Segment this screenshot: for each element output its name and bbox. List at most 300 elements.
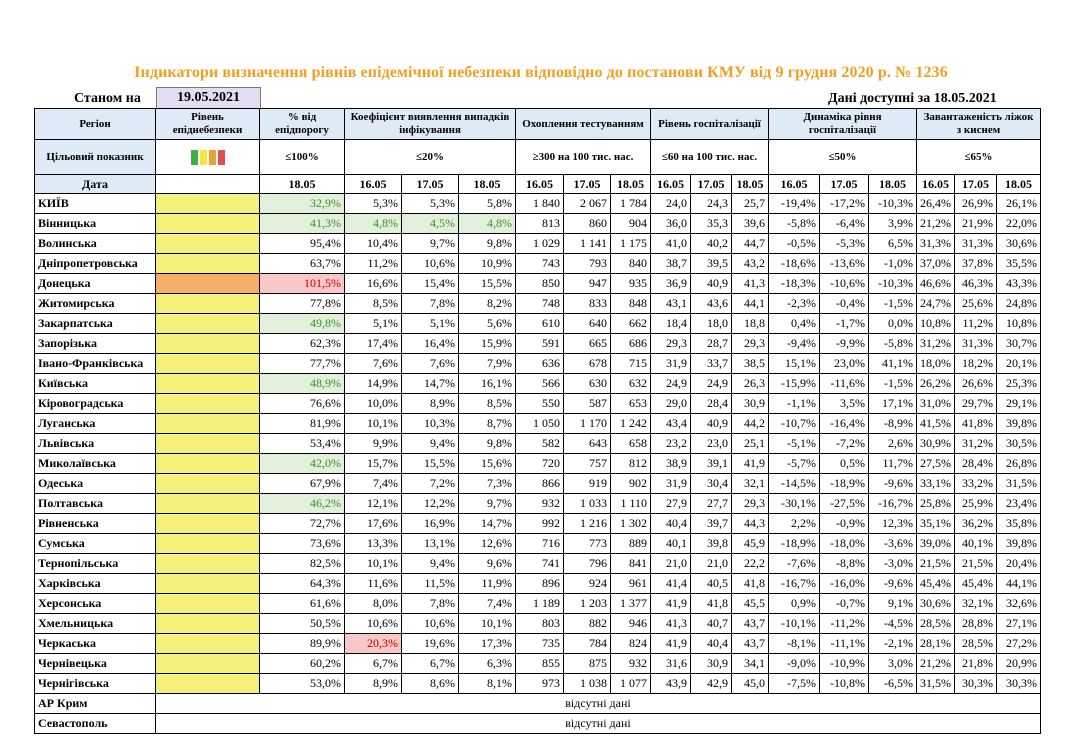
testing-cell: 924 (564, 574, 611, 594)
table-row (35, 674, 1041, 694)
detection-cell: 9,7% (459, 494, 516, 514)
dynamics-cell: 2,6% (869, 434, 917, 454)
testing-cell: 735 (516, 634, 564, 654)
hospitalization-cell: 27,7 (691, 494, 732, 514)
level-cell (156, 274, 260, 294)
detection-cell: 15,6% (459, 454, 516, 474)
testing-cell: 643 (564, 434, 611, 454)
hospitalization-cell: 45,5 (732, 594, 769, 614)
dynamics-cell: -10,7% (769, 414, 820, 434)
date-hosp-3: 18.05 (732, 175, 769, 194)
pct-threshold-cell: 32,9% (260, 194, 345, 214)
oxygen-cell: 30,3% (997, 674, 1041, 694)
oxygen-cell: 33,2% (955, 474, 997, 494)
oxygen-cell: 39,8% (997, 414, 1041, 434)
oxygen-cell: 25,3% (997, 374, 1041, 394)
testing-cell: 803 (516, 614, 564, 634)
table-row-missing (35, 714, 1041, 734)
pct-threshold-cell: 49,8% (260, 314, 345, 334)
date-test-2: 17.05 (564, 175, 611, 194)
target-dynamics: ≤50% (769, 140, 917, 175)
detection-cell: 9,7% (402, 234, 459, 254)
date-level-blank (156, 175, 260, 194)
oxygen-cell: 37,0% (917, 254, 955, 274)
dynamics-cell: -11,2% (820, 614, 869, 634)
page-title: Індикатори визначення рівнів епідемічної небезпеки відповідно до постанови КМУ від 9 грудня 2020 р. № 1236 (134, 64, 948, 81)
table-row (35, 414, 1041, 434)
oxygen-cell: 25,8% (917, 494, 955, 514)
detection-cell: 5,3% (345, 194, 402, 214)
hospitalization-cell: 43,6 (691, 294, 732, 314)
oxygen-cell: 44,1% (997, 574, 1041, 594)
testing-cell: 919 (564, 474, 611, 494)
oxygen-cell: 28,8% (955, 614, 997, 634)
detection-cell: 8,9% (345, 674, 402, 694)
detection-cell: 7,2% (402, 474, 459, 494)
detection-cell: 10,3% (402, 414, 459, 434)
oxygen-cell: 30,3% (955, 674, 997, 694)
oxygen-cell: 31,5% (917, 674, 955, 694)
hospitalization-cell: 43,1 (651, 294, 691, 314)
hospitalization-cell: 29,3 (651, 334, 691, 354)
target-row (35, 140, 1041, 175)
testing-cell: 1 203 (564, 594, 611, 614)
region-name: Чернігівська (35, 674, 156, 694)
hospitalization-cell: 31,9 (651, 354, 691, 374)
oxygen-cell: 21,9% (955, 214, 997, 234)
dynamics-cell: -1,7% (820, 314, 869, 334)
testing-cell: 1 377 (611, 594, 651, 614)
testing-cell: 665 (564, 334, 611, 354)
table-row (35, 574, 1041, 594)
hospitalization-cell: 34,1 (732, 654, 769, 674)
hospitalization-cell: 38,5 (732, 354, 769, 374)
testing-cell: 636 (516, 354, 564, 374)
region-name: Луганська (35, 414, 156, 434)
hospitalization-cell: 42,9 (691, 674, 732, 694)
oxygen-cell: 33,1% (917, 474, 955, 494)
oxygen-cell: 30,9% (917, 434, 955, 454)
header-dynamics: Динаміка рівня госпіталізації (769, 109, 917, 140)
detection-cell: 15,9% (459, 334, 516, 354)
testing-cell: 812 (611, 454, 651, 474)
hospitalization-cell: 25,1 (732, 434, 769, 454)
table-row (35, 454, 1041, 474)
detection-cell: 11,6% (345, 574, 402, 594)
oxygen-cell: 25,9% (955, 494, 997, 514)
level-cell (156, 374, 260, 394)
hospitalization-cell: 31,9 (651, 474, 691, 494)
oxygen-cell: 43,3% (997, 274, 1041, 294)
hospitalization-cell: 30,9 (691, 654, 732, 674)
detection-cell: 15,7% (345, 454, 402, 474)
region-name: Полтавська (35, 494, 156, 514)
testing-cell: 1 840 (516, 194, 564, 214)
hospitalization-cell: 18,4 (651, 314, 691, 334)
hospitalization-cell: 36,9 (651, 274, 691, 294)
testing-cell: 840 (611, 254, 651, 274)
target-detection: ≤20% (345, 140, 516, 175)
date-hosp-1: 16.05 (651, 175, 691, 194)
dynamics-cell: -9,0% (769, 654, 820, 674)
table-row (35, 274, 1041, 294)
date-dyn-2: 17.05 (820, 175, 869, 194)
testing-cell: 591 (516, 334, 564, 354)
pct-threshold-cell: 81,9% (260, 414, 345, 434)
dynamics-cell: -9,9% (820, 334, 869, 354)
region-name: Київська (35, 374, 156, 394)
dynamics-cell: 15,1% (769, 354, 820, 374)
hospitalization-cell: 43,4 (651, 414, 691, 434)
detection-cell: 4,8% (459, 214, 516, 234)
testing-cell: 1 038 (564, 674, 611, 694)
oxygen-cell: 21,2% (917, 654, 955, 674)
detection-cell: 7,9% (459, 354, 516, 374)
testing-cell: 796 (564, 554, 611, 574)
detection-cell: 10,1% (459, 614, 516, 634)
dynamics-cell: -30,1% (769, 494, 820, 514)
testing-cell: 716 (516, 534, 564, 554)
pct-threshold-cell: 53,0% (260, 674, 345, 694)
date-pct: 18.05 (260, 175, 345, 194)
dynamics-cell: -4,5% (869, 614, 917, 634)
pct-threshold-cell: 76,6% (260, 394, 345, 414)
testing-cell: 935 (611, 274, 651, 294)
oxygen-cell: 30,6% (917, 594, 955, 614)
dynamics-cell: 11,7% (869, 454, 917, 474)
oxygen-cell: 31,3% (917, 234, 955, 254)
testing-cell: 1 242 (611, 414, 651, 434)
hospitalization-cell: 43,7 (732, 634, 769, 654)
dynamics-cell: -6,4% (820, 214, 869, 234)
as-of-label: Станом на (74, 91, 141, 106)
dynamics-cell: 41,1% (869, 354, 917, 374)
oxygen-cell: 24,8% (997, 294, 1041, 314)
hospitalization-cell: 23,0 (691, 434, 732, 454)
header-level: Рівень епіднебезпеки (156, 109, 260, 140)
hospitalization-cell: 40,2 (691, 234, 732, 254)
level-cell (156, 594, 260, 614)
dynamics-cell: -14,5% (769, 474, 820, 494)
detection-cell: 14,9% (345, 374, 402, 394)
date-det-2: 17.05 (402, 175, 459, 194)
oxygen-cell: 31,2% (917, 334, 955, 354)
level-cell (156, 354, 260, 374)
level-cell (156, 294, 260, 314)
detection-cell: 14,7% (459, 514, 516, 534)
level-cell (156, 674, 260, 694)
detection-cell: 10,6% (402, 614, 459, 634)
hospitalization-cell: 41,4 (651, 574, 691, 594)
dynamics-cell: 3,5% (820, 394, 869, 414)
header-hospitalization: Рівень госпіталізації (651, 109, 769, 140)
level-swatches (190, 150, 226, 165)
oxygen-cell: 28,1% (917, 634, 955, 654)
dynamics-cell: -5,8% (769, 214, 820, 234)
hospitalization-cell: 18,8 (732, 314, 769, 334)
hospitalization-cell: 40,1 (651, 534, 691, 554)
pct-threshold-cell: 73,6% (260, 534, 345, 554)
level-cell (156, 654, 260, 674)
hospitalization-cell: 28,7 (691, 334, 732, 354)
hospitalization-cell: 39,5 (691, 254, 732, 274)
dynamics-cell: 0,4% (769, 314, 820, 334)
dynamics-cell: 0,9% (769, 594, 820, 614)
detection-cell: 8,9% (402, 394, 459, 414)
detection-cell: 16,9% (402, 514, 459, 534)
detection-cell: 7,6% (345, 354, 402, 374)
region-name: Житомирська (35, 294, 156, 314)
target-testing: ≥300 на 100 тис. нас. (516, 140, 651, 175)
pct-threshold-cell: 42,0% (260, 454, 345, 474)
pct-threshold-cell: 77,7% (260, 354, 345, 374)
table-row (35, 294, 1041, 314)
oxygen-cell: 28,5% (955, 634, 997, 654)
dynamics-cell: 3,0% (869, 654, 917, 674)
detection-cell: 8,2% (459, 294, 516, 314)
hospitalization-cell: 23,2 (651, 434, 691, 454)
oxygen-cell: 22,0% (997, 214, 1041, 234)
testing-cell: 2 067 (564, 194, 611, 214)
date-hosp-2: 17.05 (691, 175, 732, 194)
dynamics-cell: -5,1% (769, 434, 820, 454)
dynamics-cell: -13,6% (820, 254, 869, 274)
detection-cell: 13,3% (345, 534, 402, 554)
dynamics-cell: -18,9% (820, 474, 869, 494)
testing-cell: 860 (564, 214, 611, 234)
hospitalization-cell: 22,2 (732, 554, 769, 574)
header-detection: Коефіцієнт виявлення випадків інфікування (345, 109, 516, 140)
oxygen-cell: 31,0% (917, 394, 955, 414)
testing-cell: 875 (564, 654, 611, 674)
oxygen-cell: 35,1% (917, 514, 955, 534)
detection-cell: 8,1% (459, 674, 516, 694)
oxygen-cell: 46,6% (917, 274, 955, 294)
oxygen-cell: 30,5% (997, 434, 1041, 454)
pct-threshold-cell: 48,9% (260, 374, 345, 394)
missing-data-cell: відсутні дані (156, 714, 1041, 734)
oxygen-cell: 30,6% (997, 234, 1041, 254)
level-swatch (218, 150, 225, 165)
oxygen-cell: 36,2% (955, 514, 997, 534)
table-row (35, 394, 1041, 414)
dynamics-cell: -19,4% (769, 194, 820, 214)
dynamics-cell: -18,3% (769, 274, 820, 294)
detection-cell: 6,7% (402, 654, 459, 674)
testing-cell: 686 (611, 334, 651, 354)
table-row (35, 234, 1041, 254)
testing-cell: 773 (564, 534, 611, 554)
oxygen-cell: 27,5% (917, 454, 955, 474)
oxygen-cell: 26,9% (955, 194, 997, 214)
region-name: Харківська (35, 574, 156, 594)
dynamics-cell: -5,8% (869, 334, 917, 354)
pct-threshold-cell: 101,5% (260, 274, 345, 294)
detection-cell: 6,3% (459, 654, 516, 674)
date-oxy-2: 17.05 (955, 175, 997, 194)
testing-cell: 1 170 (564, 414, 611, 434)
pct-threshold-cell: 95,4% (260, 234, 345, 254)
hospitalization-cell: 44,1 (732, 294, 769, 314)
hospitalization-cell: 43,2 (732, 254, 769, 274)
oxygen-cell: 21,5% (917, 554, 955, 574)
level-cell (156, 254, 260, 274)
detection-cell: 5,1% (345, 314, 402, 334)
level-cell (156, 194, 260, 214)
oxygen-cell: 31,5% (997, 474, 1041, 494)
region-name: Івано-Франківська (35, 354, 156, 374)
oxygen-cell: 39,8% (997, 534, 1041, 554)
testing-cell: 902 (611, 474, 651, 494)
header-pct-threshold: % від епідпорогу (260, 109, 345, 140)
testing-cell: 833 (564, 294, 611, 314)
testing-cell: 932 (611, 654, 651, 674)
detection-cell: 12,1% (345, 494, 402, 514)
hospitalization-cell: 41,8 (732, 574, 769, 594)
dynamics-cell: -10,9% (820, 654, 869, 674)
dynamics-cell: -10,6% (820, 274, 869, 294)
testing-cell: 855 (516, 654, 564, 674)
level-cell (156, 554, 260, 574)
oxygen-cell: 31,3% (955, 234, 997, 254)
hospitalization-cell: 24,9 (691, 374, 732, 394)
target-oxygen: ≤65% (917, 140, 1041, 175)
testing-cell: 757 (564, 454, 611, 474)
hospitalization-cell: 40,4 (651, 514, 691, 534)
dynamics-cell: -0,9% (820, 514, 869, 534)
hospitalization-cell: 31,6 (651, 654, 691, 674)
dynamics-cell: -2,3% (769, 294, 820, 314)
region-name: КИЇВ (35, 194, 156, 214)
level-cell (156, 214, 260, 234)
oxygen-cell: 20,1% (997, 354, 1041, 374)
dynamics-cell: -17,2% (820, 194, 869, 214)
detection-cell: 10,1% (345, 554, 402, 574)
detection-cell: 17,6% (345, 514, 402, 534)
oxygen-cell: 45,4% (917, 574, 955, 594)
region-name: Сумська (35, 534, 156, 554)
testing-cell: 720 (516, 454, 564, 474)
testing-cell: 1 784 (611, 194, 651, 214)
hospitalization-cell: 40,5 (691, 574, 732, 594)
detection-cell: 8,5% (345, 294, 402, 314)
detection-cell: 13,1% (402, 534, 459, 554)
level-cell (156, 514, 260, 534)
table-row (35, 374, 1041, 394)
missing-data-cell: відсутні дані (156, 694, 1041, 714)
hospitalization-cell: 41,3 (732, 274, 769, 294)
header-region: Регіон (35, 109, 156, 140)
dynamics-cell: -7,6% (769, 554, 820, 574)
detection-cell: 15,5% (402, 454, 459, 474)
testing-cell: 824 (611, 634, 651, 654)
level-swatch (209, 150, 216, 165)
detection-cell: 7,4% (345, 474, 402, 494)
detection-cell: 8,5% (459, 394, 516, 414)
testing-cell: 793 (564, 254, 611, 274)
testing-cell: 813 (516, 214, 564, 234)
detection-cell: 7,3% (459, 474, 516, 494)
detection-cell: 10,4% (345, 234, 402, 254)
header-testing: Охоплення тестуванням (516, 109, 651, 140)
oxygen-cell: 31,3% (955, 334, 997, 354)
date-test-3: 18.05 (611, 175, 651, 194)
region-name: Закарпатська (35, 314, 156, 334)
region-name: Черкаська (35, 634, 156, 654)
pct-threshold-cell: 64,3% (260, 574, 345, 594)
oxygen-cell: 28,5% (917, 614, 955, 634)
detection-cell: 20,3% (345, 634, 402, 654)
date-dyn-3: 18.05 (869, 175, 917, 194)
pct-threshold-cell: 41,3% (260, 214, 345, 234)
hospitalization-cell: 18,0 (691, 314, 732, 334)
region-name: Тернопільська (35, 554, 156, 574)
region-name: АР Крим (35, 694, 156, 714)
pct-threshold-cell: 82,5% (260, 554, 345, 574)
hospitalization-cell: 45,9 (732, 534, 769, 554)
level-cell (156, 314, 260, 334)
hospitalization-cell: 33,7 (691, 354, 732, 374)
data-available-label: Дані доступні за 18.05.2021 (828, 91, 997, 106)
detection-cell: 7,6% (402, 354, 459, 374)
oxygen-cell: 41,5% (917, 414, 955, 434)
level-cell (156, 614, 260, 634)
oxygen-cell: 29,7% (955, 394, 997, 414)
hospitalization-cell: 29,3 (732, 494, 769, 514)
dynamics-cell: 0,5% (820, 454, 869, 474)
testing-cell: 973 (516, 674, 564, 694)
table-row (35, 594, 1041, 614)
oxygen-cell: 39,0% (917, 534, 955, 554)
hospitalization-cell: 41,9 (732, 454, 769, 474)
testing-cell: 630 (564, 374, 611, 394)
dynamics-cell: -6,5% (869, 674, 917, 694)
testing-cell: 678 (564, 354, 611, 374)
pct-threshold-cell: 60,2% (260, 654, 345, 674)
dynamics-cell: -5,3% (820, 234, 869, 254)
date-test-1: 16.05 (516, 175, 564, 194)
oxygen-cell: 32,6% (997, 594, 1041, 614)
oxygen-cell: 31,2% (955, 434, 997, 454)
oxygen-cell: 35,8% (997, 514, 1041, 534)
detection-cell: 11,9% (459, 574, 516, 594)
hospitalization-cell: 32,1 (732, 474, 769, 494)
table-row (35, 314, 1041, 334)
table-row (35, 554, 1041, 574)
level-cell (156, 474, 260, 494)
date-det-3: 18.05 (459, 175, 516, 194)
pct-threshold-cell: 62,3% (260, 334, 345, 354)
oxygen-cell: 21,5% (955, 554, 997, 574)
pct-threshold-cell: 63,7% (260, 254, 345, 274)
detection-cell: 11,2% (345, 254, 402, 274)
region-name: Севастополь (35, 714, 156, 734)
dynamics-cell: -18,9% (769, 534, 820, 554)
date-dyn-1: 16.05 (769, 175, 820, 194)
oxygen-cell: 35,5% (997, 254, 1041, 274)
detection-cell: 14,7% (402, 374, 459, 394)
hospitalization-cell: 41,9 (651, 594, 691, 614)
dynamics-cell: -10,3% (869, 194, 917, 214)
testing-cell: 582 (516, 434, 564, 454)
oxygen-cell: 24,7% (917, 294, 955, 314)
hospitalization-cell: 40,4 (691, 634, 732, 654)
detection-cell: 8,6% (402, 674, 459, 694)
hospitalization-cell: 36,0 (651, 214, 691, 234)
testing-cell: 932 (516, 494, 564, 514)
region-name: Дніпропетровська (35, 254, 156, 274)
region-name: Львівська (35, 434, 156, 454)
